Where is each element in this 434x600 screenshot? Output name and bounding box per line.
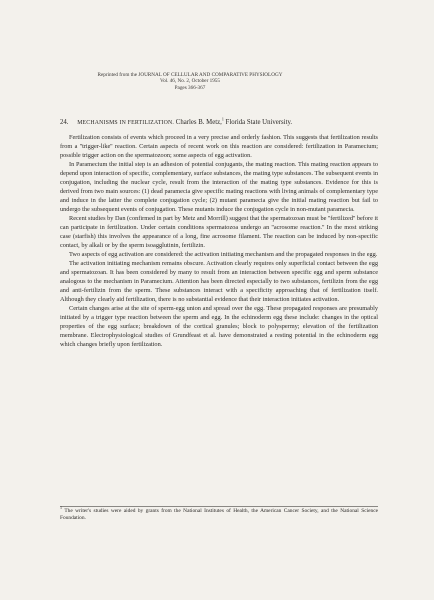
article-author: Charles B. Metz, [175, 119, 222, 126]
paragraph: In Paramecium the initial step is an adhesion of potential conjugants, the mating reaction. This mating reaction appears to depend upon interaction of specific, complementary, surface substances, the mating type substances. The subsequent events in conjugation, including the nuclear cycle, result from the interaction of the mating type substances. Evidence for this is derived from two main sources: (1) dead paramecia give specific mating reactions with living animals of complementary type and induce in the latter the complete conjugation cycle; (2) mutant paramecia give the initial mating reaction but fail to undergo the subsequent events of conjugation. These mutants induce the conjugation cycle in non-mutant paramecia. [60, 161, 378, 213]
footnote [60, 505, 378, 521]
article-heading [60, 118, 378, 128]
footnote-divider [60, 506, 378, 507]
pages-line: Pages 366-367 [174, 84, 206, 91]
paragraph: Recent studies by Dan (confirmed in part by Metz and Morrill) suggest that the spermatozoan must be ''fertilized'' before it can participate in fertilization. Under certain conditions spermatozoa undergo an ''acrosome reaction.'' In the most striking case (starfish) this involves the appearance of a long, fine acrosome filament. The reaction can be induced by non-specific contact, by alkali or by the sperm isoagglutinin, fertilizin. [60, 215, 378, 249]
footnote-text: The writer's studies were aided by grants from the National Institutes of Health, the American Cancer Society, and the National Science Foundation. [60, 508, 378, 521]
reprint-source-line: Reprinted from the JOURNAL OF CELLULAR AND COMPARATIVE PHYSIOLOGY [97, 72, 283, 78]
article-body [60, 118, 378, 349]
article-number: 24. [60, 119, 69, 126]
reprint-header [60, 72, 320, 91]
author-footnote-mark: 1 [221, 116, 224, 122]
paragraph: The activation initiating mechanism remains obscure. Activation clearly requires only superficial contact between the egg and spermatozoan. It has been considered by many to result from an interaction between specific egg and sperm substance analogous to the mechanism in Paramecium. Attention has been directed especially to two substances, fertilizin from the egg and anti-fertilizin from the sperm. These substances interact with a specificity approaching that of fertilization itself. Although they clearly aid fertilization, there is no substantial evidence that their interaction initiates activation. [60, 260, 378, 303]
paragraph: Certain changes arise at the site of sperm-egg union and spread over the egg. These propagated responses are presumably initiated by a trigger type reaction between the sperm and egg. In the echinoderm egg these include: changes in the optical properties of the egg surface; breakdown of the cortical granules; block to polyspermy; elevation of the fertilization membrane. Electrophysiological studies of Grundfeast et al. have demonstrated a resting potential in the echinoderm egg which changes briefly upon fertilization. [60, 305, 378, 348]
author-affiliation: Florida State University. [225, 119, 293, 126]
paragraph: Fertilization consists of events which proceed in a very precise and orderly fashion. This suggests that fertilization results from a ''trigger-like'' reaction. Certain aspects of recent work on this reaction are considered: fertilization in Paramecium; possible trigger action on the spermatozoon; some aspects of egg activation. [60, 134, 378, 159]
paragraph: Two aspects of egg activation are considered: the activation initiating mechanism and the propagated responses in the egg. [69, 251, 378, 258]
article-title: MECHANISMS IN FERTILIZATION. [77, 120, 175, 126]
footnote-mark: 1 [60, 505, 62, 511]
volume-issue-line: Vol. 46, No. 2, October 1955 [160, 78, 220, 85]
